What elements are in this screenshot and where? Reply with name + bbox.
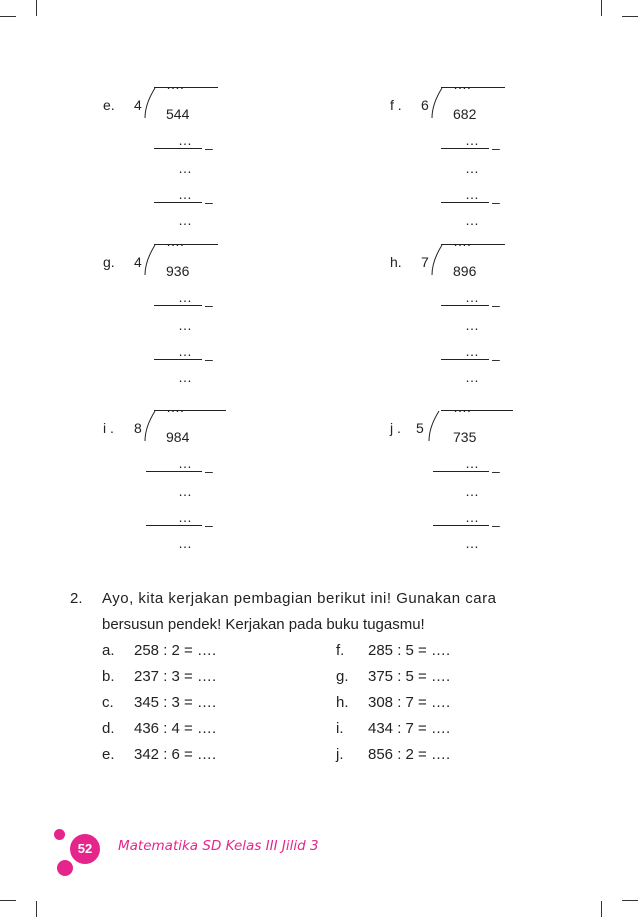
- step-3: …: [178, 509, 192, 525]
- crop-mark-bottom-left-h: [0, 900, 16, 901]
- problem-expression: 375 : 5 = ….: [368, 668, 451, 685]
- step-3: …: [178, 186, 192, 202]
- subtraction-line: [146, 471, 202, 472]
- step-1: …: [465, 289, 479, 305]
- problem-label: e.: [102, 746, 115, 763]
- division-exercise: [100, 76, 300, 236]
- step-1: …: [465, 455, 479, 471]
- problem-expression: 237 : 3 = ….: [134, 668, 217, 685]
- division-bar: [441, 87, 505, 88]
- subtraction-line: [154, 359, 202, 360]
- division-exercise: [387, 233, 587, 393]
- step-1: …: [178, 455, 192, 471]
- subtraction-line: [146, 525, 202, 526]
- subtraction-line: [433, 471, 489, 472]
- minus-sign: –: [205, 351, 213, 367]
- division-bracket: [427, 409, 441, 443]
- step-3: …: [465, 343, 479, 359]
- step-4: …: [178, 369, 192, 385]
- minus-sign: –: [492, 194, 500, 210]
- subtraction-line: [441, 359, 489, 360]
- divisor: 6: [421, 97, 429, 113]
- division-label: e.: [103, 97, 115, 113]
- step-2: …: [465, 160, 479, 176]
- quotient: ….: [453, 399, 471, 415]
- step-3: …: [465, 509, 479, 525]
- problem-expression: 856 : 2 = ….: [368, 746, 451, 763]
- division-bar: [154, 87, 218, 88]
- divisor: 8: [134, 420, 142, 436]
- division-bar: [441, 410, 513, 411]
- minus-sign: –: [205, 517, 213, 533]
- division-label: f .: [390, 97, 402, 113]
- minus-sign: –: [492, 351, 500, 367]
- problem-label: j.: [336, 746, 344, 763]
- problem-label: c.: [102, 694, 114, 711]
- minus-sign: –: [205, 463, 213, 479]
- problem-label: g.: [336, 668, 349, 685]
- problem-expression: 342 : 6 = ….: [134, 746, 217, 763]
- dividend: 735: [453, 429, 477, 445]
- problem-label: a.: [102, 642, 115, 659]
- quotient: ….: [453, 233, 471, 249]
- crop-mark-bottom-right-h: [622, 900, 638, 901]
- step-2: …: [465, 317, 479, 333]
- crop-mark-top-left-v: [36, 0, 37, 16]
- subtraction-line: [441, 202, 489, 203]
- subtraction-line: [433, 525, 489, 526]
- division-label: j .: [390, 420, 401, 436]
- division-bracket: [430, 86, 444, 120]
- subtraction-line: [154, 202, 202, 203]
- problem-expression: 436 : 4 = ….: [134, 720, 217, 737]
- minus-sign: –: [492, 297, 500, 313]
- footer-dot-small-top: [54, 829, 65, 840]
- step-4: …: [178, 212, 192, 228]
- minus-sign: –: [205, 194, 213, 210]
- page-number: 52: [77, 841, 93, 856]
- step-1: …: [465, 132, 479, 148]
- problem-expression: 345 : 3 = ….: [134, 694, 217, 711]
- step-4: …: [178, 535, 192, 551]
- minus-sign: –: [492, 517, 500, 533]
- divisor: 4: [134, 254, 142, 270]
- quotient: ….: [453, 76, 471, 92]
- division-exercise: [387, 76, 587, 236]
- division-exercise: [387, 399, 587, 559]
- division-bracket: [143, 86, 157, 120]
- dividend: 936: [166, 263, 190, 279]
- problem-label: h.: [336, 694, 349, 711]
- step-2: …: [178, 317, 192, 333]
- question-2-number: 2.: [70, 590, 83, 607]
- division-label: h.: [390, 254, 402, 270]
- problem-label: b.: [102, 668, 115, 685]
- divisor: 5: [416, 420, 424, 436]
- step-2: …: [178, 483, 192, 499]
- step-4: …: [465, 212, 479, 228]
- subtraction-line: [441, 305, 489, 306]
- dividend: 682: [453, 106, 477, 122]
- division-bracket: [143, 243, 157, 277]
- divisor: 4: [134, 97, 142, 113]
- problem-label: f.: [336, 642, 345, 659]
- step-3: …: [465, 186, 479, 202]
- crop-mark-top-right-v: [601, 0, 602, 16]
- step-1: …: [178, 289, 192, 305]
- step-2: …: [465, 483, 479, 499]
- divisor: 7: [421, 254, 429, 270]
- problem-expression: 434 : 7 = ….: [368, 720, 451, 737]
- division-bracket: [430, 243, 444, 277]
- division-exercise: [100, 399, 300, 559]
- quotient: ….: [166, 233, 184, 249]
- minus-sign: –: [492, 140, 500, 156]
- question-2-line-1: Ayo, kita kerjakan pembagian berikut ini! Gunakan cara: [102, 590, 497, 607]
- step-3: …: [178, 343, 192, 359]
- dividend: 896: [453, 263, 477, 279]
- division-exercise: [100, 233, 300, 393]
- division-bracket: [143, 409, 157, 443]
- crop-mark-top-right-h: [622, 16, 638, 17]
- problem-label: d.: [102, 720, 115, 737]
- division-label: g.: [103, 254, 115, 270]
- dividend: 544: [166, 106, 190, 122]
- division-bar: [154, 244, 218, 245]
- minus-sign: –: [205, 297, 213, 313]
- step-4: …: [465, 369, 479, 385]
- division-bar: [441, 244, 505, 245]
- minus-sign: –: [205, 140, 213, 156]
- question-2-line-2: bersusun pendek! Kerjakan pada buku tugasmu!: [102, 616, 425, 633]
- subtraction-line: [154, 305, 202, 306]
- step-4: …: [465, 535, 479, 551]
- problem-expression: 308 : 7 = ….: [368, 694, 451, 711]
- crop-mark-top-left-h: [0, 16, 16, 17]
- problem-expression: 258 : 2 = ….: [134, 642, 217, 659]
- step-2: …: [178, 160, 192, 176]
- division-label: i .: [103, 420, 114, 436]
- quotient: ….: [166, 76, 184, 92]
- crop-mark-bottom-left-v: [36, 901, 37, 917]
- footer-book-title: Matematika SD Kelas III Jilid 3: [118, 838, 319, 854]
- subtraction-line: [154, 148, 202, 149]
- minus-sign: –: [492, 463, 500, 479]
- dividend: 984: [166, 429, 190, 445]
- quotient: ….: [166, 399, 184, 415]
- problem-label: i.: [336, 720, 344, 737]
- step-1: …: [178, 132, 192, 148]
- crop-mark-bottom-right-v: [601, 901, 602, 917]
- subtraction-line: [441, 148, 489, 149]
- problem-expression: 285 : 5 = ….: [368, 642, 451, 659]
- division-bar: [154, 410, 226, 411]
- footer-dot-bottom: [57, 860, 73, 876]
